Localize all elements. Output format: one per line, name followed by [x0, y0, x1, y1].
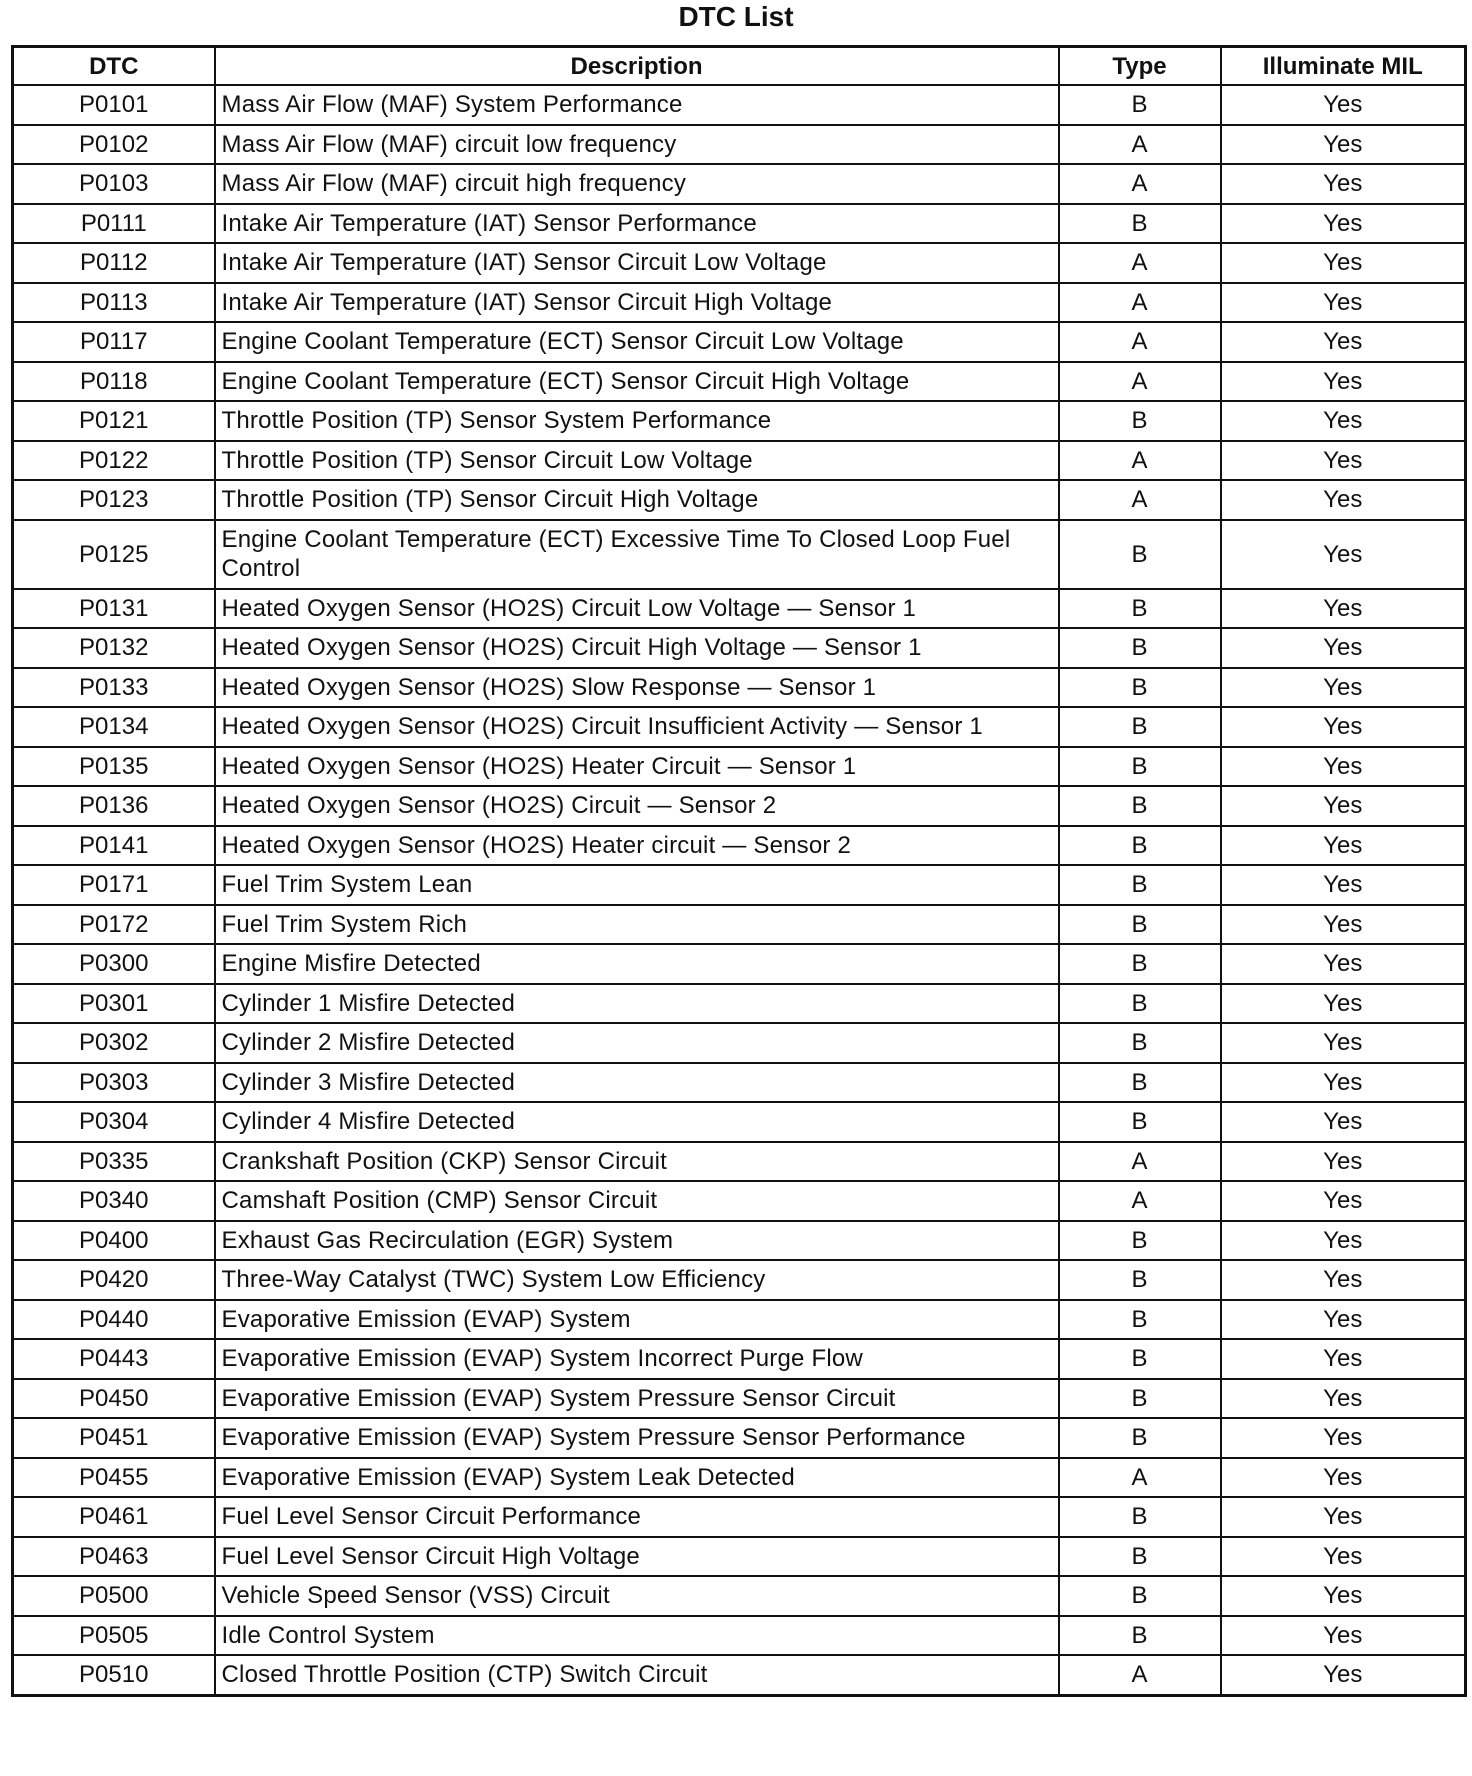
table-row	[13, 865, 1466, 905]
cell-dtc-code: P0102	[13, 125, 215, 165]
cell-description: Intake Air Temperature (IAT) Sensor Performance	[215, 204, 1059, 244]
column-header-description: Description	[215, 47, 1059, 86]
cell-type: B	[1059, 1576, 1221, 1616]
cell-illuminate-mil: Yes	[1221, 1458, 1466, 1498]
cell-description: Fuel Level Sensor Circuit High Voltage	[215, 1537, 1059, 1577]
table-header-row	[13, 47, 1466, 86]
cell-type: A	[1059, 480, 1221, 520]
cell-dtc-code: P0440	[13, 1300, 215, 1340]
table-row	[13, 362, 1466, 402]
cell-type: B	[1059, 628, 1221, 668]
cell-type: A	[1059, 1655, 1221, 1695]
cell-dtc-code: P0113	[13, 283, 215, 323]
table-row	[13, 1655, 1466, 1695]
cell-description: Camshaft Position (CMP) Sensor Circuit	[215, 1181, 1059, 1221]
cell-illuminate-mil: Yes	[1221, 984, 1466, 1024]
table-row	[13, 480, 1466, 520]
table-row	[13, 1339, 1466, 1379]
cell-description: Heated Oxygen Sensor (HO2S) Circuit Insufficient Activity — Sensor 1	[215, 707, 1059, 747]
cell-description: Heated Oxygen Sensor (HO2S) Circuit Low Voltage — Sensor 1	[215, 589, 1059, 629]
cell-illuminate-mil: Yes	[1221, 1339, 1466, 1379]
cell-type: B	[1059, 826, 1221, 866]
cell-description: Engine Misfire Detected	[215, 944, 1059, 984]
table-row	[13, 85, 1466, 125]
cell-dtc-code: P0500	[13, 1576, 215, 1616]
cell-type: B	[1059, 984, 1221, 1024]
table-row	[13, 1221, 1466, 1261]
cell-type: B	[1059, 1221, 1221, 1261]
cell-dtc-code: P0304	[13, 1102, 215, 1142]
cell-dtc-code: P0101	[13, 85, 215, 125]
cell-type: A	[1059, 1142, 1221, 1182]
cell-dtc-code: P0112	[13, 243, 215, 283]
table-row	[13, 1616, 1466, 1656]
cell-description: Fuel Level Sensor Circuit Performance	[215, 1497, 1059, 1537]
table-row	[13, 1458, 1466, 1498]
table-row	[13, 668, 1466, 708]
cell-type: A	[1059, 441, 1221, 481]
cell-description: Mass Air Flow (MAF) circuit high frequency	[215, 164, 1059, 204]
cell-illuminate-mil: Yes	[1221, 322, 1466, 362]
table-row	[13, 628, 1466, 668]
cell-type: B	[1059, 786, 1221, 826]
cell-dtc-code: P0450	[13, 1379, 215, 1419]
cell-description: Throttle Position (TP) Sensor Circuit High Voltage	[215, 480, 1059, 520]
cell-type: B	[1059, 1023, 1221, 1063]
cell-type: A	[1059, 322, 1221, 362]
table-row	[13, 164, 1466, 204]
cell-illuminate-mil: Yes	[1221, 1616, 1466, 1656]
cell-description: Idle Control System	[215, 1616, 1059, 1656]
cell-type: B	[1059, 1300, 1221, 1340]
cell-dtc-code: P0111	[13, 204, 215, 244]
cell-dtc-code: P0117	[13, 322, 215, 362]
cell-illuminate-mil: Yes	[1221, 1300, 1466, 1340]
column-header-type: Type	[1059, 47, 1221, 86]
cell-dtc-code: P0172	[13, 905, 215, 945]
table-row	[13, 1142, 1466, 1182]
cell-dtc-code: P0123	[13, 480, 215, 520]
page-title: DTC List	[678, 1, 794, 32]
table-row	[13, 1379, 1466, 1419]
cell-type: B	[1059, 1379, 1221, 1419]
table-row	[13, 984, 1466, 1024]
cell-description: Mass Air Flow (MAF) System Performance	[215, 85, 1059, 125]
cell-type: A	[1059, 125, 1221, 165]
cell-illuminate-mil: Yes	[1221, 1418, 1466, 1458]
cell-dtc-code: P0451	[13, 1418, 215, 1458]
cell-dtc-code: P0335	[13, 1142, 215, 1182]
cell-illuminate-mil: Yes	[1221, 668, 1466, 708]
cell-dtc-code: P0463	[13, 1537, 215, 1577]
cell-illuminate-mil: Yes	[1221, 826, 1466, 866]
cell-description: Evaporative Emission (EVAP) System Leak Detected	[215, 1458, 1059, 1498]
cell-description: Fuel Trim System Lean	[215, 865, 1059, 905]
cell-type: B	[1059, 668, 1221, 708]
table-body	[13, 85, 1466, 1695]
table-row	[13, 322, 1466, 362]
cell-description: Fuel Trim System Rich	[215, 905, 1059, 945]
cell-description: Intake Air Temperature (IAT) Sensor Circuit High Voltage	[215, 283, 1059, 323]
table-row	[13, 243, 1466, 283]
cell-description: Vehicle Speed Sensor (VSS) Circuit	[215, 1576, 1059, 1616]
cell-illuminate-mil: Yes	[1221, 204, 1466, 244]
cell-illuminate-mil: Yes	[1221, 905, 1466, 945]
dtc-table	[11, 45, 1467, 1697]
cell-description: Closed Throttle Position (CTP) Switch Circuit	[215, 1655, 1059, 1695]
cell-type: B	[1059, 1063, 1221, 1103]
cell-type: A	[1059, 164, 1221, 204]
cell-dtc-code: P0340	[13, 1181, 215, 1221]
table-row	[13, 125, 1466, 165]
cell-type: A	[1059, 362, 1221, 402]
table-row	[13, 747, 1466, 787]
cell-type: B	[1059, 1537, 1221, 1577]
table-row	[13, 1023, 1466, 1063]
cell-illuminate-mil: Yes	[1221, 480, 1466, 520]
table-row	[13, 401, 1466, 441]
cell-dtc-code: P0141	[13, 826, 215, 866]
cell-illuminate-mil: Yes	[1221, 85, 1466, 125]
cell-illuminate-mil: Yes	[1221, 1181, 1466, 1221]
cell-description: Engine Coolant Temperature (ECT) Excessive Time To Closed Loop Fuel Control	[215, 520, 1059, 589]
cell-illuminate-mil: Yes	[1221, 520, 1466, 589]
table-row	[13, 441, 1466, 481]
cell-illuminate-mil: Yes	[1221, 747, 1466, 787]
cell-type: B	[1059, 1102, 1221, 1142]
cell-dtc-code: P0455	[13, 1458, 215, 1498]
cell-type: B	[1059, 204, 1221, 244]
cell-illuminate-mil: Yes	[1221, 1537, 1466, 1577]
cell-illuminate-mil: Yes	[1221, 1379, 1466, 1419]
table-row	[13, 204, 1466, 244]
cell-illuminate-mil: Yes	[1221, 589, 1466, 629]
table-row	[13, 589, 1466, 629]
table-row	[13, 1260, 1466, 1300]
cell-illuminate-mil: Yes	[1221, 164, 1466, 204]
table-row	[13, 826, 1466, 866]
cell-description: Exhaust Gas Recirculation (EGR) System	[215, 1221, 1059, 1261]
cell-dtc-code: P0400	[13, 1221, 215, 1261]
cell-type: B	[1059, 401, 1221, 441]
cell-type: A	[1059, 1181, 1221, 1221]
cell-type: B	[1059, 905, 1221, 945]
table-row	[13, 1063, 1466, 1103]
cell-dtc-code: P0131	[13, 589, 215, 629]
cell-illuminate-mil: Yes	[1221, 1063, 1466, 1103]
cell-description: Three-Way Catalyst (TWC) System Low Efficiency	[215, 1260, 1059, 1300]
cell-dtc-code: P0136	[13, 786, 215, 826]
cell-illuminate-mil: Yes	[1221, 362, 1466, 402]
cell-type: A	[1059, 283, 1221, 323]
table-row	[13, 1576, 1466, 1616]
cell-dtc-code: P0420	[13, 1260, 215, 1300]
cell-illuminate-mil: Yes	[1221, 1576, 1466, 1616]
cell-dtc-code: P0134	[13, 707, 215, 747]
cell-dtc-code: P0510	[13, 1655, 215, 1695]
cell-type: B	[1059, 944, 1221, 984]
cell-illuminate-mil: Yes	[1221, 1142, 1466, 1182]
cell-type: A	[1059, 243, 1221, 283]
cell-dtc-code: P0302	[13, 1023, 215, 1063]
table-row	[13, 1537, 1466, 1577]
cell-description: Evaporative Emission (EVAP) System Pressure Sensor Performance	[215, 1418, 1059, 1458]
cell-type: B	[1059, 520, 1221, 589]
cell-dtc-code: P0443	[13, 1339, 215, 1379]
table-row	[13, 520, 1466, 589]
cell-description: Cylinder 2 Misfire Detected	[215, 1023, 1059, 1063]
cell-description: Heated Oxygen Sensor (HO2S) Circuit High Voltage — Sensor 1	[215, 628, 1059, 668]
cell-dtc-code: P0103	[13, 164, 215, 204]
cell-illuminate-mil: Yes	[1221, 1023, 1466, 1063]
cell-dtc-code: P0121	[13, 401, 215, 441]
cell-type: B	[1059, 707, 1221, 747]
table-row	[13, 1497, 1466, 1537]
cell-type: B	[1059, 1418, 1221, 1458]
cell-illuminate-mil: Yes	[1221, 401, 1466, 441]
cell-type: B	[1059, 85, 1221, 125]
table-row	[13, 1181, 1466, 1221]
cell-description: Evaporative Emission (EVAP) System	[215, 1300, 1059, 1340]
cell-illuminate-mil: Yes	[1221, 283, 1466, 323]
table-row	[13, 283, 1466, 323]
cell-description: Heated Oxygen Sensor (HO2S) Heater circuit — Sensor 2	[215, 826, 1059, 866]
table-row	[13, 786, 1466, 826]
cell-description: Cylinder 3 Misfire Detected	[215, 1063, 1059, 1103]
cell-description: Cylinder 4 Misfire Detected	[215, 1102, 1059, 1142]
table-row	[13, 1300, 1466, 1340]
cell-type: B	[1059, 589, 1221, 629]
cell-type: A	[1059, 1458, 1221, 1498]
cell-description: Throttle Position (TP) Sensor Circuit Low Voltage	[215, 441, 1059, 481]
cell-illuminate-mil: Yes	[1221, 1497, 1466, 1537]
cell-description: Heated Oxygen Sensor (HO2S) Heater Circuit — Sensor 1	[215, 747, 1059, 787]
table-row	[13, 707, 1466, 747]
column-header-dtc: DTC	[13, 47, 215, 86]
cell-dtc-code: P0118	[13, 362, 215, 402]
cell-description: Mass Air Flow (MAF) circuit low frequency	[215, 125, 1059, 165]
table-row	[13, 1418, 1466, 1458]
cell-dtc-code: P0171	[13, 865, 215, 905]
cell-dtc-code: P0125	[13, 520, 215, 589]
table-row	[13, 944, 1466, 984]
cell-dtc-code: P0133	[13, 668, 215, 708]
cell-illuminate-mil: Yes	[1221, 1260, 1466, 1300]
cell-illuminate-mil: Yes	[1221, 441, 1466, 481]
cell-description: Crankshaft Position (CKP) Sensor Circuit	[215, 1142, 1059, 1182]
cell-dtc-code: P0301	[13, 984, 215, 1024]
cell-illuminate-mil: Yes	[1221, 865, 1466, 905]
cell-description: Evaporative Emission (EVAP) System Incorrect Purge Flow	[215, 1339, 1059, 1379]
cell-illuminate-mil: Yes	[1221, 125, 1466, 165]
cell-dtc-code: P0461	[13, 1497, 215, 1537]
cell-dtc-code: P0505	[13, 1616, 215, 1656]
cell-type: B	[1059, 865, 1221, 905]
cell-type: B	[1059, 1339, 1221, 1379]
cell-type: B	[1059, 747, 1221, 787]
cell-illuminate-mil: Yes	[1221, 1221, 1466, 1261]
cell-description: Heated Oxygen Sensor (HO2S) Slow Response — Sensor 1	[215, 668, 1059, 708]
cell-dtc-code: P0132	[13, 628, 215, 668]
table-row	[13, 905, 1466, 945]
cell-description: Engine Coolant Temperature (ECT) Sensor Circuit High Voltage	[215, 362, 1059, 402]
cell-dtc-code: P0135	[13, 747, 215, 787]
cell-description: Engine Coolant Temperature (ECT) Sensor Circuit Low Voltage	[215, 322, 1059, 362]
cell-dtc-code: P0300	[13, 944, 215, 984]
cell-description: Cylinder 1 Misfire Detected	[215, 984, 1059, 1024]
cell-type: B	[1059, 1260, 1221, 1300]
cell-type: B	[1059, 1497, 1221, 1537]
cell-description: Throttle Position (TP) Sensor System Performance	[215, 401, 1059, 441]
table-row	[13, 1102, 1466, 1142]
cell-type: B	[1059, 1616, 1221, 1656]
cell-illuminate-mil: Yes	[1221, 1102, 1466, 1142]
cell-description: Intake Air Temperature (IAT) Sensor Circuit Low Voltage	[215, 243, 1059, 283]
column-header-mil: Illuminate MIL	[1221, 47, 1466, 86]
cell-illuminate-mil: Yes	[1221, 944, 1466, 984]
cell-illuminate-mil: Yes	[1221, 786, 1466, 826]
cell-description: Evaporative Emission (EVAP) System Pressure Sensor Circuit	[215, 1379, 1059, 1419]
cell-illuminate-mil: Yes	[1221, 243, 1466, 283]
cell-description: Heated Oxygen Sensor (HO2S) Circuit — Sensor 2	[215, 786, 1059, 826]
cell-dtc-code: P0122	[13, 441, 215, 481]
cell-dtc-code: P0303	[13, 1063, 215, 1103]
cell-illuminate-mil: Yes	[1221, 1655, 1466, 1695]
cell-illuminate-mil: Yes	[1221, 628, 1466, 668]
cell-illuminate-mil: Yes	[1221, 707, 1466, 747]
